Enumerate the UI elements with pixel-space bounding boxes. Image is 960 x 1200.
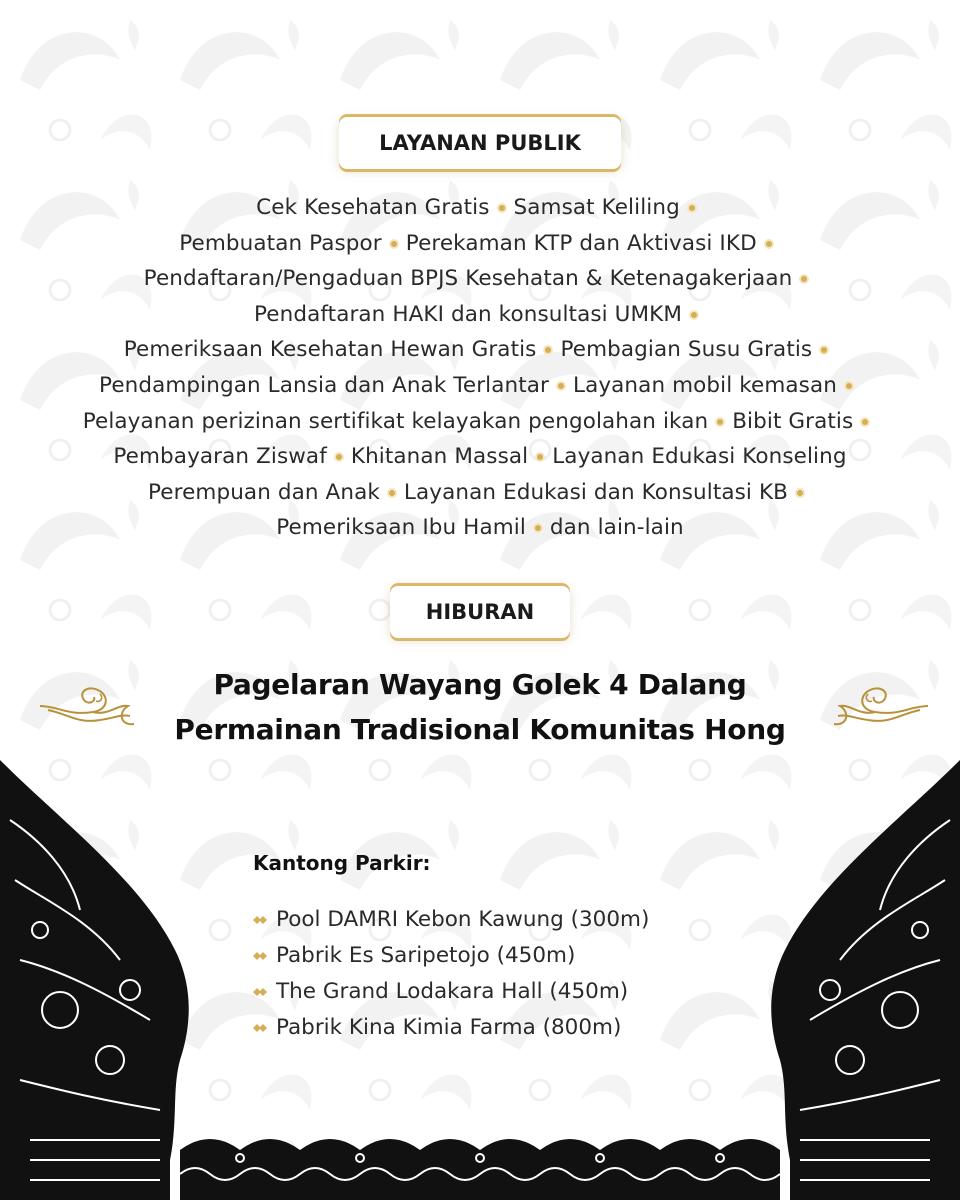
gold-dot-icon: [862, 419, 868, 425]
layanan-item: dan lain-lain: [549, 515, 684, 541]
layanan-line: [0, 226, 960, 262]
layanan-item: Pembagian Susu Gratis: [560, 337, 813, 363]
diamond-bullet-icon: [253, 986, 267, 998]
parkir-item: [253, 938, 649, 974]
layanan-item: Samsat Keliling: [513, 195, 680, 220]
layanan-publik-heading: LAYANAN PUBLIK: [339, 117, 621, 169]
layanan-line: [0, 190, 960, 226]
layanan-item: Pelayanan perizinan sertifikat kelayakan pengolahan ikan: [82, 408, 709, 434]
parkir-item: [253, 1010, 649, 1046]
layanan-line: [0, 475, 960, 511]
layanan-item: Bibit Gratis: [732, 408, 854, 434]
parkir-item-label: Pabrik Es Saripetojo (450m): [276, 943, 576, 968]
layanan-item: Pembayaran Ziswaf: [113, 444, 327, 470]
batik-bottom-border: [180, 1128, 780, 1200]
layanan-item: Pendaftaran/Pengaduan BPJS Kesehatan & Ketenagakerjaan: [143, 266, 793, 292]
layanan-publik-list: [0, 190, 960, 546]
gold-dot-icon: [691, 312, 697, 318]
gold-dot-icon: [391, 241, 397, 247]
layanan-line: [0, 404, 960, 440]
layanan-item: Cek Kesehatan Gratis: [256, 195, 490, 220]
gold-dot-icon: [499, 205, 505, 211]
layanan-line: [0, 261, 960, 297]
parkir-item: [253, 974, 649, 1010]
hiburan-heading: HIBURAN: [390, 586, 570, 638]
layanan-item: Pembuatan Paspor: [179, 230, 382, 256]
layanan-line: [0, 439, 960, 475]
layanan-item: Pemeriksaan Ibu Hamil: [276, 515, 526, 541]
parkir-list: [253, 902, 649, 1046]
layanan-item: Perempuan dan Anak: [147, 479, 380, 505]
hiburan-line-2: Permainan Tradisional Komunitas Hong: [174, 713, 786, 746]
layanan-item: Perekaman KTP dan Aktivasi IKD: [405, 230, 757, 256]
gold-dot-icon: [846, 383, 852, 389]
gold-dot-icon: [821, 347, 827, 353]
layanan-line: [0, 368, 960, 404]
layanan-item: Layanan Edukasi Konseling: [552, 444, 847, 470]
parkir-item-label: The Grand Lodakara Hall (450m): [276, 979, 629, 1004]
layanan-item: Pemeriksaan Kesehatan Hewan Gratis: [123, 337, 537, 363]
parkir-item-label: Pool DAMRI Kebon Kawung (300m): [276, 907, 650, 932]
gold-dot-icon: [689, 205, 695, 211]
parkir-title: Kantong Parkir:: [253, 851, 431, 875]
layanan-item: Khitanan Massal: [350, 444, 529, 470]
gold-dot-icon: [717, 419, 723, 425]
layanan-item: Layanan Edukasi dan Konsultasi KB: [403, 479, 788, 505]
hiburan-line-1: Pagelaran Wayang Golek 4 Dalang: [213, 668, 747, 701]
gold-dot-icon: [389, 490, 395, 496]
diamond-bullet-icon: [253, 950, 267, 962]
gold-dot-icon: [336, 454, 342, 460]
layanan-line: [0, 332, 960, 368]
gold-dot-icon: [766, 241, 772, 247]
diamond-bullet-icon: [253, 1022, 267, 1034]
parkir-item: [253, 902, 649, 938]
wayang-gunungan-icon: [0, 760, 200, 1200]
layanan-line: [0, 510, 960, 546]
gold-dot-icon: [558, 383, 564, 389]
gold-dot-icon: [535, 525, 541, 531]
wayang-gunungan-icon: [760, 760, 960, 1200]
layanan-item: Layanan mobil kemasan: [572, 372, 837, 398]
gold-dot-icon: [801, 276, 807, 282]
layanan-item: Pendaftaran HAKI dan konsultasi UMKM: [254, 301, 682, 327]
parkir-item-label: Pabrik Kina Kimia Farma (800m): [276, 1015, 622, 1040]
diamond-bullet-icon: [253, 914, 267, 926]
gold-dot-icon: [545, 347, 551, 353]
gold-dot-icon: [537, 454, 543, 460]
layanan-item: Pendampingan Lansia dan Anak Terlantar: [99, 372, 549, 398]
layanan-line: [0, 297, 960, 333]
gold-dot-icon: [797, 490, 803, 496]
